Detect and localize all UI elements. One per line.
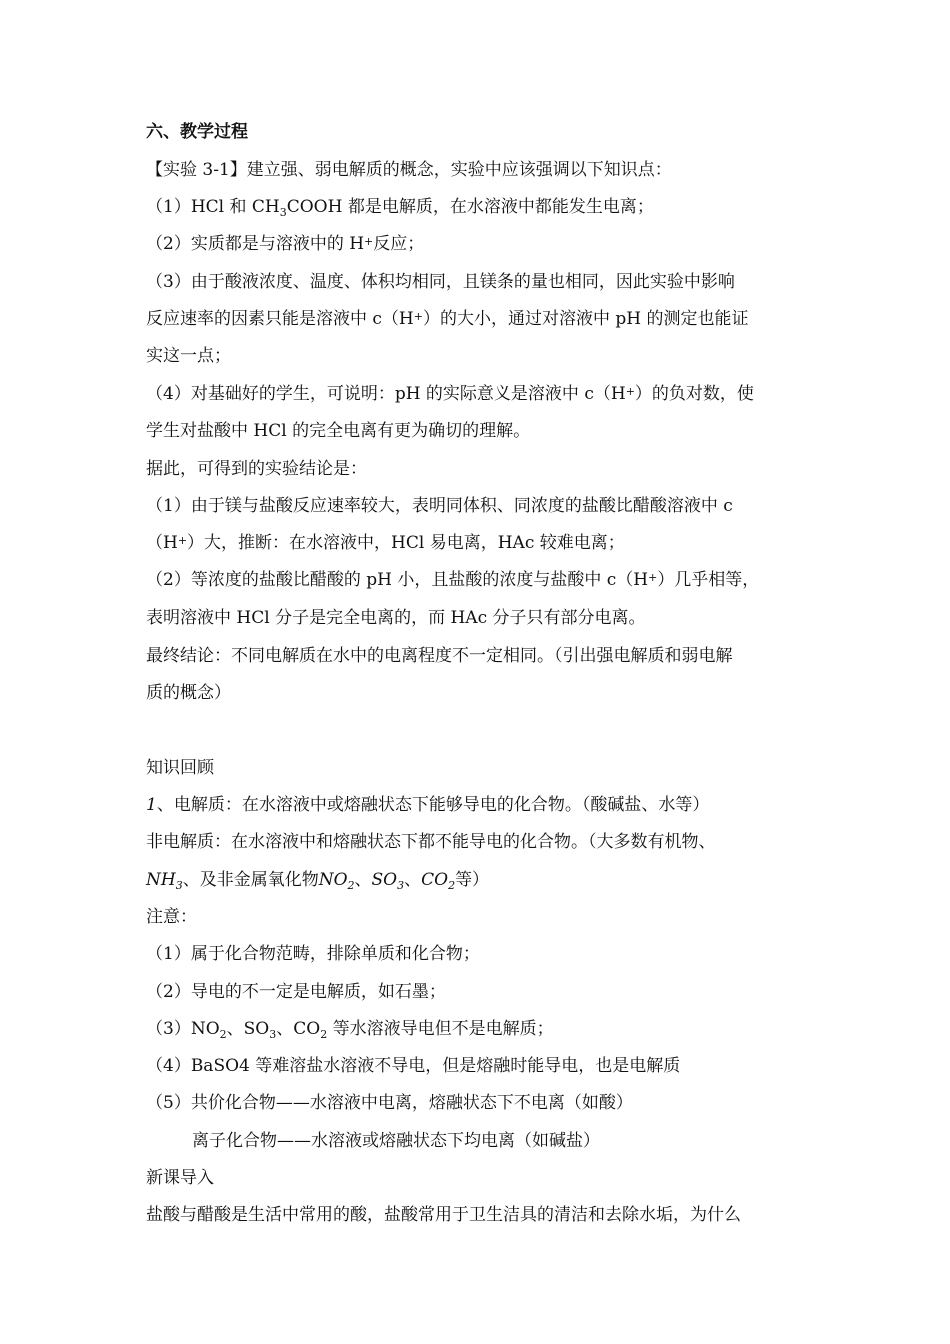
exp-point-1: （1）HCl 和 $CH_3COOH$ 都是电解质，在水溶液中都能发生电离； xyxy=(146,197,654,219)
exp-point-3-line3: 实这一点； xyxy=(146,346,231,366)
exp-point-4-line2: 学生对盐酸中 HCl 的完全电离有更为确切的理解。 xyxy=(146,421,531,441)
note-2: （2）导电的不一定是电解质，如石墨； xyxy=(146,982,446,1002)
conclusion-2-line2: 表明溶液中 HCl 分子是完全电离的，而 HAc 分子只有部分电离。 xyxy=(146,608,646,628)
experiment-intro: 【实验 3-1】建立强、弱电解质的概念，实验中应该强调以下知识点： xyxy=(146,160,672,180)
conclusion-1-line1: （1）由于镁与盐酸反应速率较大，表明同体积、同浓度的盐酸比醋酸溶液中 c xyxy=(146,496,733,516)
final-conclusion-line2: 质的概念） xyxy=(146,683,231,703)
definition-nonelectrolyte-line2: $NH_3$、及非金属氧化物$NO_2$、$SO_3$、$CO_2$等） xyxy=(146,870,490,892)
definition-electrolyte: 1、电解质：在水溶液中或熔融状态下能够导电的化合物。（酸碱盐、水等） xyxy=(146,795,710,815)
experiment-tag: 【实验 3-1】 xyxy=(146,160,247,180)
final-conclusion-line1: 最终结论：不同电解质在水中的电离程度不一定相同。（引出强电解质和弱电解 xyxy=(146,646,733,666)
note-4: （4）BaSO4 等难溶盐水溶液不导电，但是熔融时能导电，也是电解质 xyxy=(146,1056,681,1076)
conclusion-1-line2: （H+）大，推断：在水溶液中，HCl 易电离，HAc 较难电离； xyxy=(146,533,625,553)
note-3: $(3)NO_2$、$SO_3$、$CO_2$ 等水溶液导电但不是电解质； xyxy=(146,1019,554,1041)
conclusion-2-line1: （2）等浓度的盐酸比醋酸的 pH 小，且盐酸的浓度与盐酸中 c（H+）几乎相等， xyxy=(146,570,760,590)
definition-nonelectrolyte-line1: 非电解质：在水溶液中和熔融状态下都不能导电的化合物。（大多数有机物、 xyxy=(146,832,716,852)
conclusion-intro: 据此，可得到的实验结论是： xyxy=(146,459,367,479)
new-lesson-text: 盐酸与醋酸是生活中常用的酸，盐酸常用于卫生洁具的清洁和去除水垢，为什么 xyxy=(146,1205,741,1225)
note-5-line2: 离子化合物——水溶液或熔融状态下均电离（如碱盐） xyxy=(192,1131,600,1151)
exp-point-4-line1: （4）对基础好的学生，可说明：pH 的实际意义是溶液中 c（H+）的负对数，使 xyxy=(146,384,754,404)
note-1: （1）属于化合物范畴，排除单质和化合物； xyxy=(146,944,480,964)
note-5-line1: （5）共价化合物——水溶液中电离，熔融状态下不电离（如酸） xyxy=(146,1093,633,1113)
exp-point-2: （2）实质都是与溶液中的 H+反应； xyxy=(146,234,425,254)
new-lesson-title: 新课导入 xyxy=(146,1168,214,1188)
review-title: 知识回顾 xyxy=(146,758,214,778)
exp-point-3-line2: 反应速率的因素只能是溶液中 c（H+）的大小，通过对溶液中 pH 的测定也能证 xyxy=(146,309,749,329)
section-heading: 六、教学过程 xyxy=(146,122,248,142)
exp-point-3-line1: （3）由于酸液浓度、温度、体积均相同，且镁条的量也相同，因此实验中影响 xyxy=(146,272,735,292)
note-label: 注意： xyxy=(146,907,197,927)
